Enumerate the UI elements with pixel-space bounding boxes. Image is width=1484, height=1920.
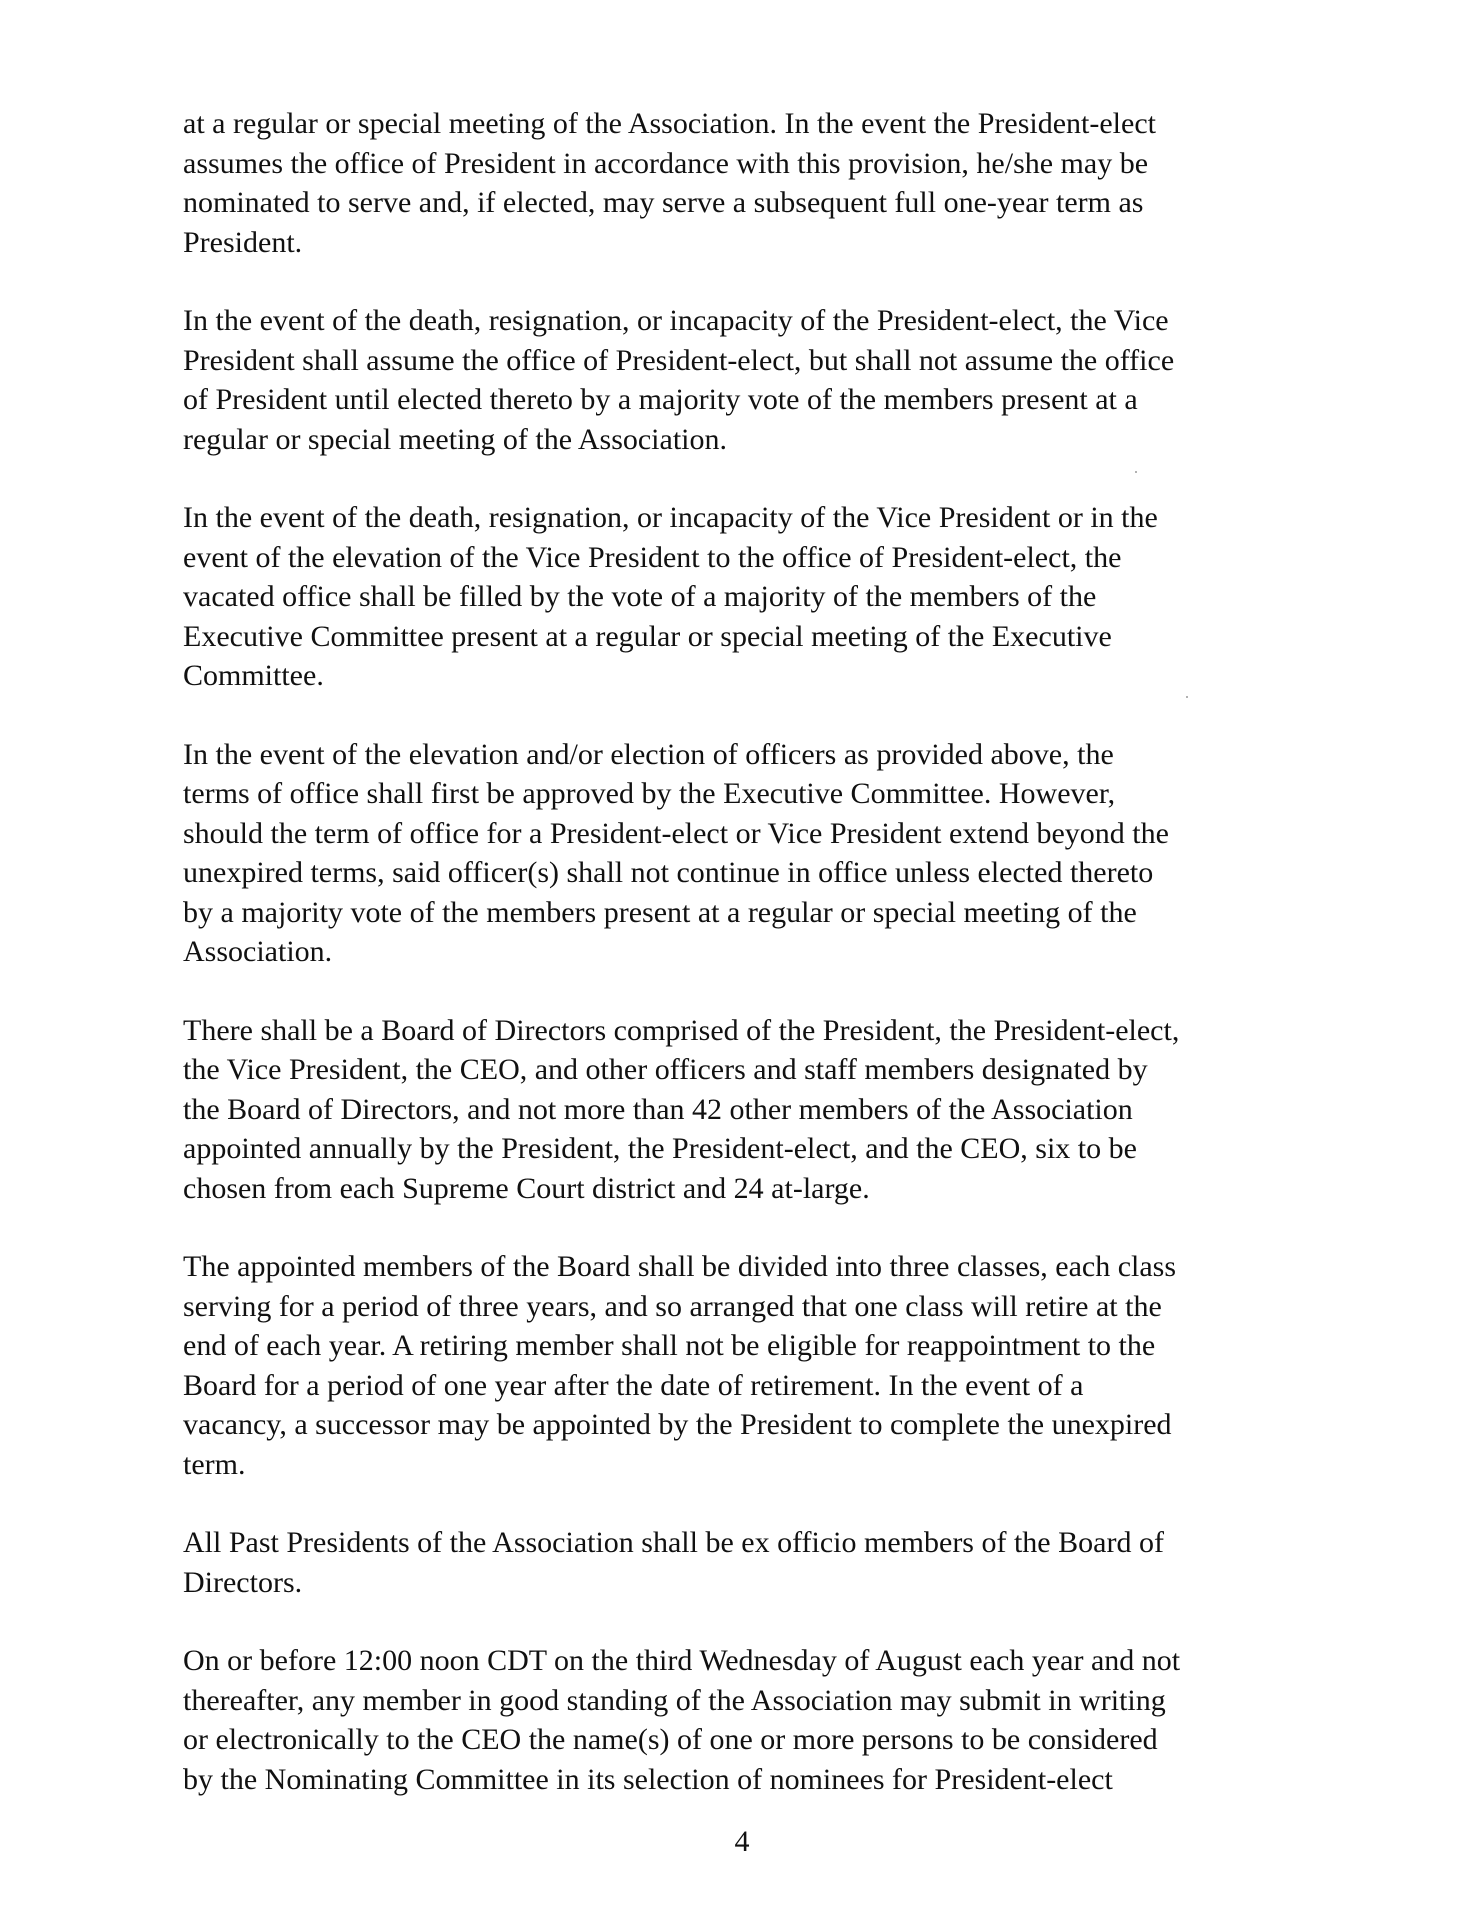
text-line: vacated office shall be filled by the vote of a majority of the members of the (183, 580, 1097, 613)
text-line: In the event of the death, resignation, or incapacity of the Vice President or in the (183, 501, 1158, 534)
paragraph-presidency-continuation (183, 104, 1323, 262)
text-line: President. (183, 225, 303, 259)
text-line: regular or special meeting of the Association. (183, 422, 727, 456)
text-line: term. (183, 1447, 246, 1481)
text-line: All Past Presidents of the Association shall be ex officio members of the Board of (183, 1526, 1164, 1559)
text-line: by the Nominating Committee in its selection of nominees for President-elect (183, 1762, 1113, 1796)
text-line: of President until elected thereto by a majority vote of the members present at a (183, 383, 1138, 416)
paragraph-board-classes (183, 1247, 1323, 1484)
text-line: The appointed members of the Board shall be divided into three classes, each class (183, 1250, 1177, 1283)
page-number: 4 (734, 1825, 750, 1858)
text-line: In the event of the elevation and/or election of officers as provided above, the (183, 737, 1114, 771)
text-line: the Board of Directors, and not more than 42 other members of the Association (183, 1092, 1133, 1126)
text-line: should the term of office for a President-elect or Vice President extend beyond the (183, 816, 1169, 850)
text-line: terms of office shall first be approved by the Executive Committee. However, (183, 777, 1116, 810)
text-line: There shall be a Board of Directors comprised of the President, the President-elect, (183, 1013, 1180, 1047)
text-line: the Vice President, the CEO, and other officers and staff members designated by (183, 1053, 1148, 1086)
paragraph-vice-president-vacancy (183, 498, 1323, 696)
text-line: appointed annually by the President, the President-elect, and the CEO, six to be (183, 1132, 1137, 1165)
text-line: or electronically to the CEO the name(s) of one or more persons to be considered (183, 1723, 1158, 1756)
document-body (183, 104, 1323, 1838)
paragraph-president-elect-vacancy (183, 301, 1323, 459)
scan-speck (1135, 471, 1137, 473)
text-line: by a majority vote of the members present at a regular or special meeting of the (183, 895, 1137, 929)
paragraph-board-of-directors (183, 1011, 1323, 1209)
text-line: nominated to serve and, if elected, may serve a subsequent full one-year term as (183, 186, 1144, 219)
text-line: thereafter, any member in good standing of the Association may submit in writing (183, 1683, 1166, 1717)
text-line: In the event of the death, resignation, or incapacity of the President-elect, the Vice (183, 304, 1169, 337)
text-line: On or before 12:00 noon CDT on the third Wednesday of August each year and not (183, 1644, 1181, 1677)
text-line: Committee. (183, 659, 324, 692)
text-line: assumes the office of President in accordance with this provision, he/she may be (183, 146, 1149, 180)
text-line: Board for a period of one year after the date of retirement. In the event of a (183, 1368, 1084, 1402)
text-line: end of each year. A retiring member shall not be eligible for reappointment to the (183, 1329, 1156, 1362)
text-line: serving for a period of three years, and so arranged that one class will retire at the (183, 1289, 1162, 1323)
text-line: vacancy, a successor may be appointed by the President to complete the unexpired (183, 1408, 1172, 1441)
text-line: President shall assume the office of President-elect, but shall not assume the office (183, 343, 1175, 377)
text-line: at a regular or special meeting of the Association. In the event the President-elect (183, 107, 1156, 140)
text-line: unexpired terms, said officer(s) shall not continue in office unless elected thereto (183, 856, 1154, 889)
paragraph-terms-of-office (183, 735, 1323, 972)
scan-speck (1186, 696, 1188, 698)
paragraph-nominations (183, 1641, 1323, 1799)
paragraph-past-presidents (183, 1523, 1323, 1602)
text-line: chosen from each Supreme Court district and 24 at-large. (183, 1171, 870, 1205)
text-line: Directors. (183, 1565, 303, 1599)
text-line: Executive Committee present at a regular or special meeting of the Executive (183, 619, 1112, 653)
text-line: Association. (183, 935, 333, 968)
text-line: event of the elevation of the Vice President to the office of President-elect, the (183, 540, 1122, 574)
